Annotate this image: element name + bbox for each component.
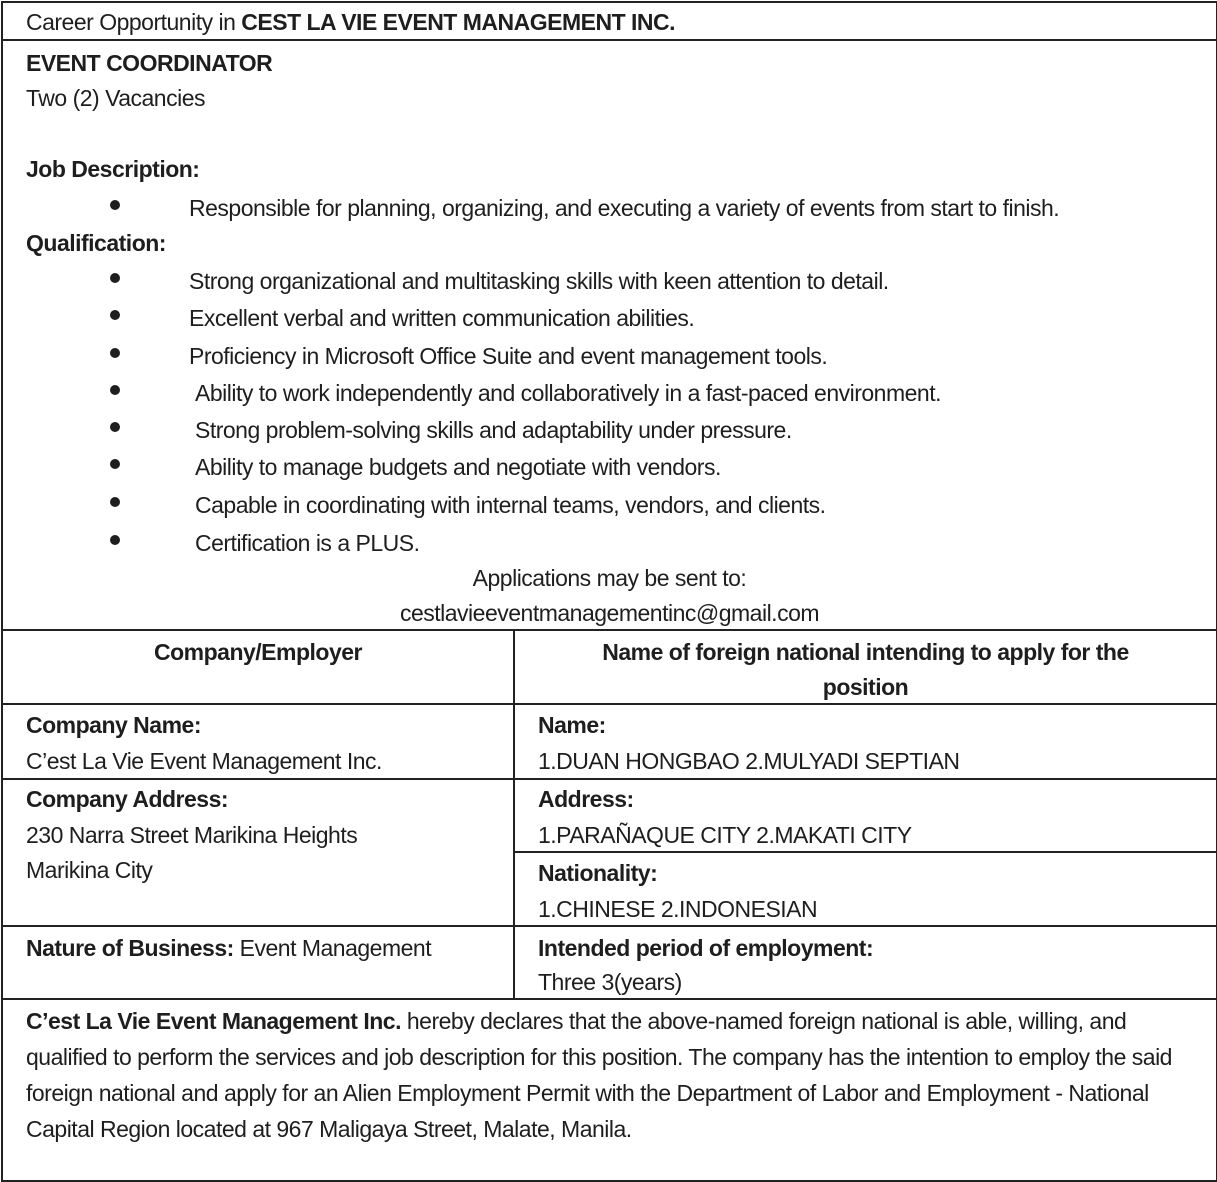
nationality-value: 1.CHINESE 2.INDONESIAN	[538, 896, 818, 922]
column-header-company-employer: Company/Employer	[154, 639, 362, 665]
header-line	[26, 8, 675, 36]
position-title: EVENT COORDINATOR	[26, 50, 273, 76]
nature-of-business-label: Nature of Business:	[26, 935, 234, 961]
nature-of-business-value: Event Management	[233, 935, 432, 961]
qualification-item: Ability to work independently and collaboratively in a fast-paced environment.	[195, 380, 941, 406]
company-name-label: Company Name:	[26, 712, 201, 738]
qualification-item: Strong problem-solving skills and adaptability under pressure.	[195, 417, 792, 443]
declaration-text: hereby declares that the above-named foreign national is able, willing, and qualified to perform the services and job description for this position. The company has the intention to employ the said foreign national and apply for an Alien Employment Permit with the Department of Labor and Employment - National Capital Region located at 967 Maligaya Street, Malate, Manila.	[26, 1008, 1172, 1142]
column-header-foreign-national-cont: position	[822, 674, 909, 700]
company-address-line1: 230 Narra Street Marikina Heights	[26, 822, 358, 848]
nationality-label: Nationality:	[538, 860, 658, 886]
qualification-item: Ability to manage budgets and negotiate with vendors.	[195, 454, 721, 480]
qualification-item: Proficiency in Microsoft Office Suite and event management tools.	[189, 343, 828, 369]
qualification-item: Strong organizational and multitasking skills with keen attention to detail.	[189, 268, 889, 294]
qualification-item: Excellent verbal and written communication abilities.	[189, 305, 695, 331]
rule-under-address-right	[513, 851, 1216, 853]
employment-period-label: Intended period of employment:	[538, 935, 874, 961]
qualification-item: Certification is a PLUS.	[195, 530, 420, 556]
rule-under-address-row	[3, 925, 1216, 927]
bullet-icon	[110, 459, 120, 469]
bullet-icon	[110, 310, 120, 320]
company-address-line2: Marikina City	[26, 857, 153, 883]
rule-under-table-header	[3, 703, 1216, 705]
foreign-name-value: 1.DUAN HONGBAO 2.MULYADI SEPTIAN	[538, 748, 960, 774]
nature-of-business	[26, 934, 431, 962]
rule-under-company-name	[3, 778, 1216, 780]
column-header-foreign-national: Name of foreign national intending to apply for the	[602, 639, 1129, 665]
rule-under-header	[3, 39, 1216, 41]
rule-above-declaration	[3, 998, 1216, 1000]
company-address-label: Company Address:	[26, 786, 229, 812]
bullet-icon	[110, 348, 120, 358]
application-instruction: Applications may be sent to:	[472, 565, 747, 591]
header-prefix: Career Opportunity in	[26, 9, 242, 35]
employment-period-value: Three 3(years)	[538, 969, 682, 995]
bullet-icon	[110, 200, 120, 210]
bullet-icon	[110, 385, 120, 395]
qualification-heading: Qualification:	[26, 230, 166, 256]
declaration-paragraph	[26, 1003, 1191, 1147]
bullet-icon	[110, 535, 120, 545]
job-posting-document	[1, 1, 1217, 1182]
qualification-item: Capable in coordinating with internal teams, vendors, and clients.	[195, 492, 826, 518]
application-email[interactable]: cestlavieeventmanagementinc@gmail.com	[399, 600, 820, 626]
bullet-icon	[110, 422, 120, 432]
job-description-item: Responsible for planning, organizing, and executing a variety of events from start to finish.	[189, 195, 1060, 221]
foreign-name-label: Name:	[538, 712, 606, 738]
job-description-heading: Job Description:	[26, 156, 200, 182]
foreign-address-value: 1.PARAÑAQUE CITY 2.MAKATI CITY	[538, 822, 912, 848]
header-company-name: CEST LA VIE EVENT MANAGEMENT INC.	[241, 9, 676, 35]
declaration-company-name: C’est La Vie Event Management Inc.	[26, 1008, 401, 1034]
bullet-icon	[110, 273, 120, 283]
bullet-icon	[110, 497, 120, 507]
rule-above-table	[3, 629, 1216, 631]
company-name-value: C’est La Vie Event Management Inc.	[26, 748, 382, 774]
foreign-address-label: Address:	[538, 786, 634, 812]
vacancies: Two (2) Vacancies	[26, 85, 205, 111]
